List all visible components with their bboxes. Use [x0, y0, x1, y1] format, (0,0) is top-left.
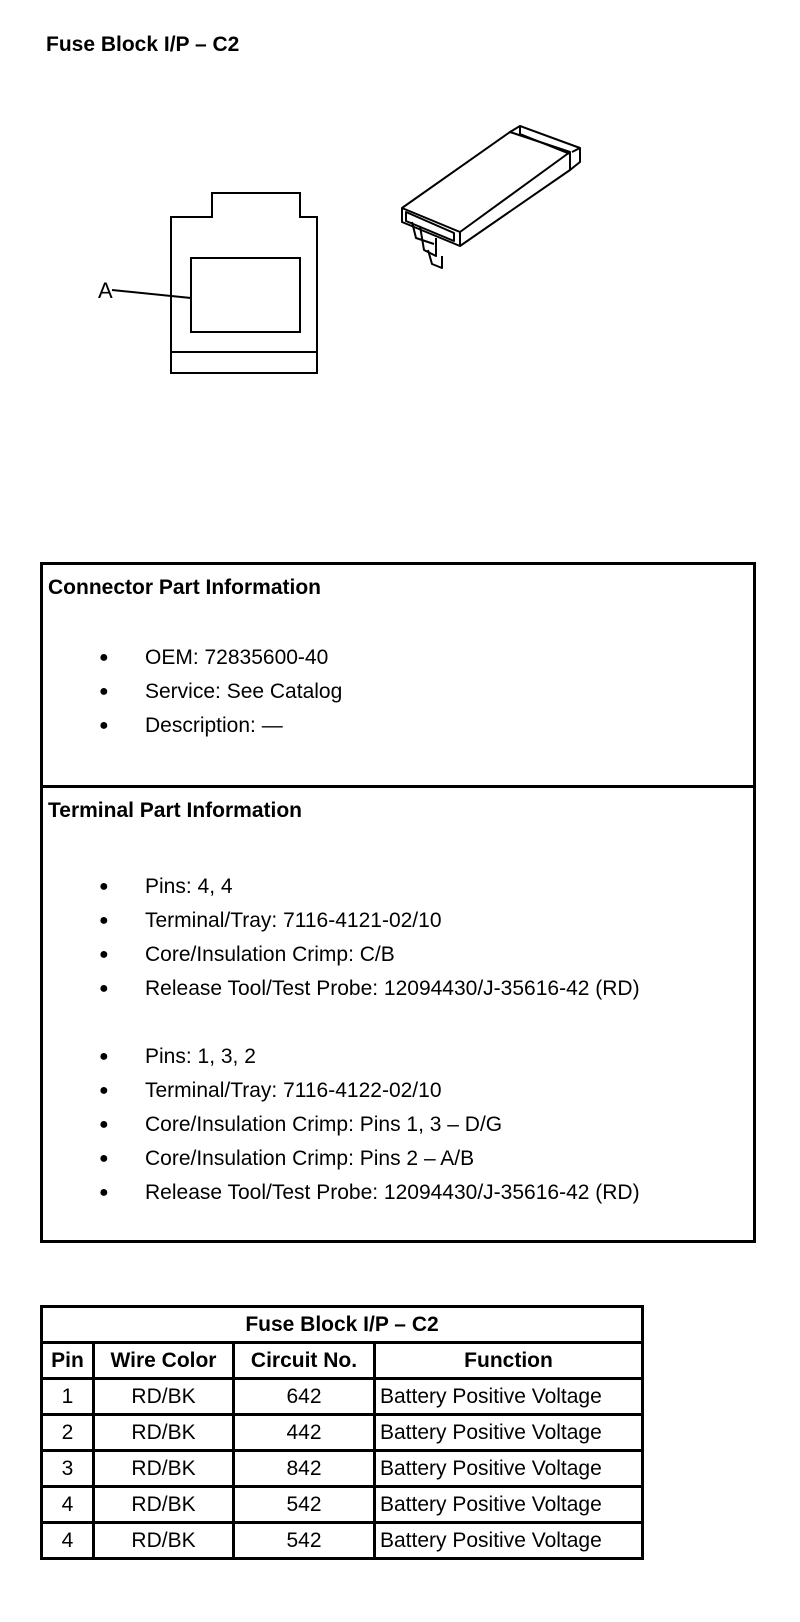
bullet-icon: ● — [99, 717, 109, 734]
cell-function: Battery Positive Voltage — [375, 1523, 643, 1559]
cell-wire-color: RD/BK — [94, 1415, 234, 1451]
bullet-icon: ● — [99, 912, 109, 929]
bullet-icon: ● — [99, 1184, 109, 1201]
bullet-icon: ● — [99, 878, 109, 895]
bullet-icon: ● — [99, 1082, 109, 1099]
table-row — [42, 1451, 643, 1487]
bullet-icon: ● — [99, 980, 109, 997]
cell-circuit-no: 642 — [234, 1379, 375, 1415]
cell-function: Battery Positive Voltage — [375, 1379, 643, 1415]
part-information-box — [40, 562, 756, 1243]
table-row — [42, 1523, 643, 1559]
table-header-row — [42, 1343, 643, 1379]
bullet-icon: ● — [99, 1150, 109, 1167]
cell-function: Battery Positive Voltage — [375, 1451, 643, 1487]
cell-function: Battery Positive Voltage — [375, 1415, 643, 1451]
cell-pin: 4 — [42, 1487, 94, 1523]
bullet-icon: ● — [99, 1116, 109, 1133]
cell-wire-color: RD/BK — [94, 1487, 234, 1523]
header-function: Function — [375, 1343, 643, 1379]
connector-face-view — [112, 193, 317, 373]
bullet-icon: ● — [99, 946, 109, 963]
cell-pin: 1 — [42, 1379, 94, 1415]
table-row — [42, 1379, 643, 1415]
table-row — [42, 1415, 643, 1451]
connector-illustration — [90, 110, 610, 400]
header-wire-color: Wire Color — [94, 1343, 234, 1379]
header-pin: Pin — [42, 1343, 94, 1379]
cell-wire-color: RD/BK — [94, 1523, 234, 1559]
table-caption: Fuse Block I/P – C2 — [42, 1307, 643, 1343]
cell-circuit-no: 842 — [234, 1451, 375, 1487]
callout-label-a: A — [98, 278, 113, 303]
connector-3d-view — [402, 126, 580, 268]
bullet-icon: ● — [99, 1048, 109, 1065]
cell-wire-color: RD/BK — [94, 1451, 234, 1487]
cell-wire-color: RD/BK — [94, 1379, 234, 1415]
bullet-icon: ● — [99, 649, 109, 666]
bullet-icon: ● — [99, 683, 109, 700]
cell-circuit-no: 542 — [234, 1487, 375, 1523]
pinout-table — [40, 1305, 644, 1560]
cell-function: Battery Positive Voltage — [375, 1487, 643, 1523]
connector-part-information: Connector Part Information ● OEM: 72835600-40 ● Service: See Catalog ● Description: — — [43, 565, 753, 788]
connector-info-title: Connector Part Information — [48, 576, 322, 599]
cell-circuit-no: 442 — [234, 1415, 375, 1451]
page-title: Fuse Block I/P – C2 — [46, 33, 240, 56]
terminal-part-information: Terminal Part Information ● Pins: 4, 4 ● Terminal/Tray: 7116-4121-02/10 ● Core/Insulation Crimp: C/B ● Release Tool/Test Probe: 12094430/J-35616-42 (RD) ● Pins: 1, 3, 2 ● Terminal/Tray: 7116-4122-02/10 ● Core/Insulation Crimp: Pins 1, 3 – D/G ● Core/Insulation Crimp: Pins 2 – A/B ● Release Tool/Test Probe: 12094430/J-35616-42 (RD) — [43, 788, 753, 1240]
table-row — [42, 1487, 643, 1523]
cell-pin: 4 — [42, 1523, 94, 1559]
header-circuit-no: Circuit No. — [234, 1343, 375, 1379]
cell-pin: 2 — [42, 1415, 94, 1451]
cell-pin: 3 — [42, 1451, 94, 1487]
cell-circuit-no: 542 — [234, 1523, 375, 1559]
terminal-info-title: Terminal Part Information — [48, 799, 302, 822]
